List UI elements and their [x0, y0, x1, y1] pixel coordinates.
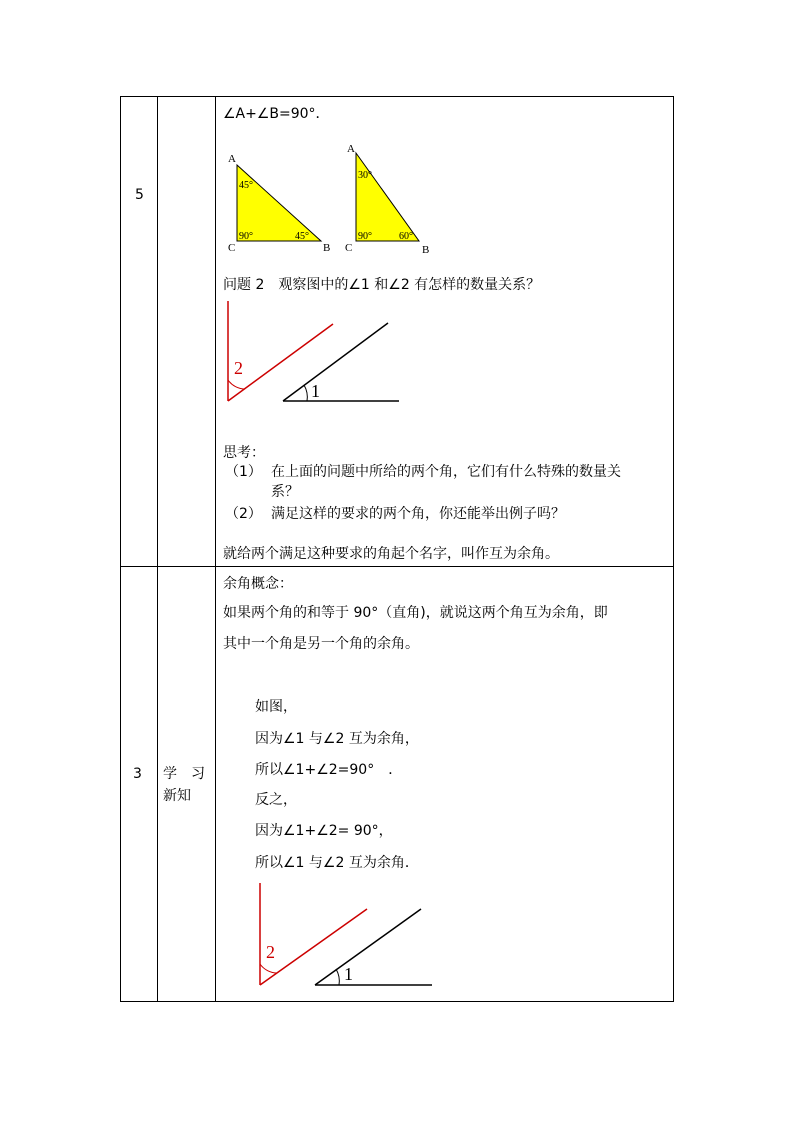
because-1: 因为∠1 与∠2 互为余角， — [255, 731, 419, 747]
tri2-vertex-b: B — [422, 244, 430, 256]
tri1-vertex-b: B — [323, 242, 331, 254]
column-divider-1 — [157, 97, 158, 1001]
because-2: 因为∠1+∠2= 90°， — [255, 823, 393, 839]
think-1-number: （1） — [225, 464, 262, 480]
think-1-line1: 在上面的问题中所给的两个角，它们有什么特殊的数量关 — [271, 464, 621, 480]
question-2: 问题 2 观察图中的∠1 和∠2 有怎样的数量关系？ — [223, 277, 541, 293]
tri2-vertex-c: C — [345, 242, 353, 254]
tri1-angle-c: 90° — [239, 231, 253, 242]
row1-number: 5 — [135, 187, 144, 203]
tri2-vertex-a: A — [347, 145, 355, 155]
figure-intro: 如图， — [255, 699, 297, 715]
think-title: 思考： — [223, 445, 265, 461]
angle-1-label: 1 — [311, 381, 320, 401]
row2-number: 3 — [133, 766, 142, 782]
think-1-line2: 系？ — [271, 484, 299, 500]
triangle-45-45-90 — [237, 165, 321, 241]
tri1-angle-a: 45° — [239, 180, 253, 191]
naming-sentence: 就给两个满足这种要求的角起个名字，叫作互为余角。 — [223, 546, 559, 562]
angle-2-label-2: 2 — [266, 942, 275, 962]
think-2-number: （2） — [225, 506, 262, 522]
tri2-angle-c: 90° — [358, 231, 372, 242]
tri1-angle-b: 45° — [295, 231, 309, 242]
angle-2-label: 2 — [234, 358, 243, 378]
tri1-vertex-a: A — [228, 153, 236, 165]
section-label-line1: 学 习 — [163, 766, 205, 782]
section-label-line2: 新知 — [163, 788, 191, 804]
conversely: 反之， — [255, 792, 297, 808]
think-2: 满足这样的要求的两个角，你还能举出例子吗？ — [271, 506, 565, 522]
therefore-1: 所以∠1+∠2=90° ． — [255, 762, 403, 778]
row-divider — [121, 566, 673, 567]
tri2-angle-a: 30° — [358, 170, 372, 181]
concept-line1: 如果两个角的和等于 90°（直角)，就说这两个角互为余角，即 — [223, 605, 608, 621]
angle-figure-2 — [255, 881, 445, 991]
column-divider-2 — [215, 97, 216, 1001]
concept-title: 余角概念： — [223, 576, 293, 592]
triangles-figure — [225, 145, 445, 257]
triangle-30-60-90 — [356, 153, 419, 241]
therefore-2: 所以∠1 与∠2 互为余角． — [255, 855, 419, 871]
angle-1-label-2: 1 — [344, 964, 353, 984]
tri1-vertex-c: C — [228, 242, 236, 254]
angle-figure-1 — [223, 299, 413, 409]
angle-sum-formula: ∠A+∠B=90°． — [223, 106, 330, 122]
tri2-angle-b: 60° — [399, 231, 413, 242]
lesson-table — [120, 96, 674, 1002]
concept-line2: 其中一个角是另一个角的余角。 — [223, 636, 419, 652]
